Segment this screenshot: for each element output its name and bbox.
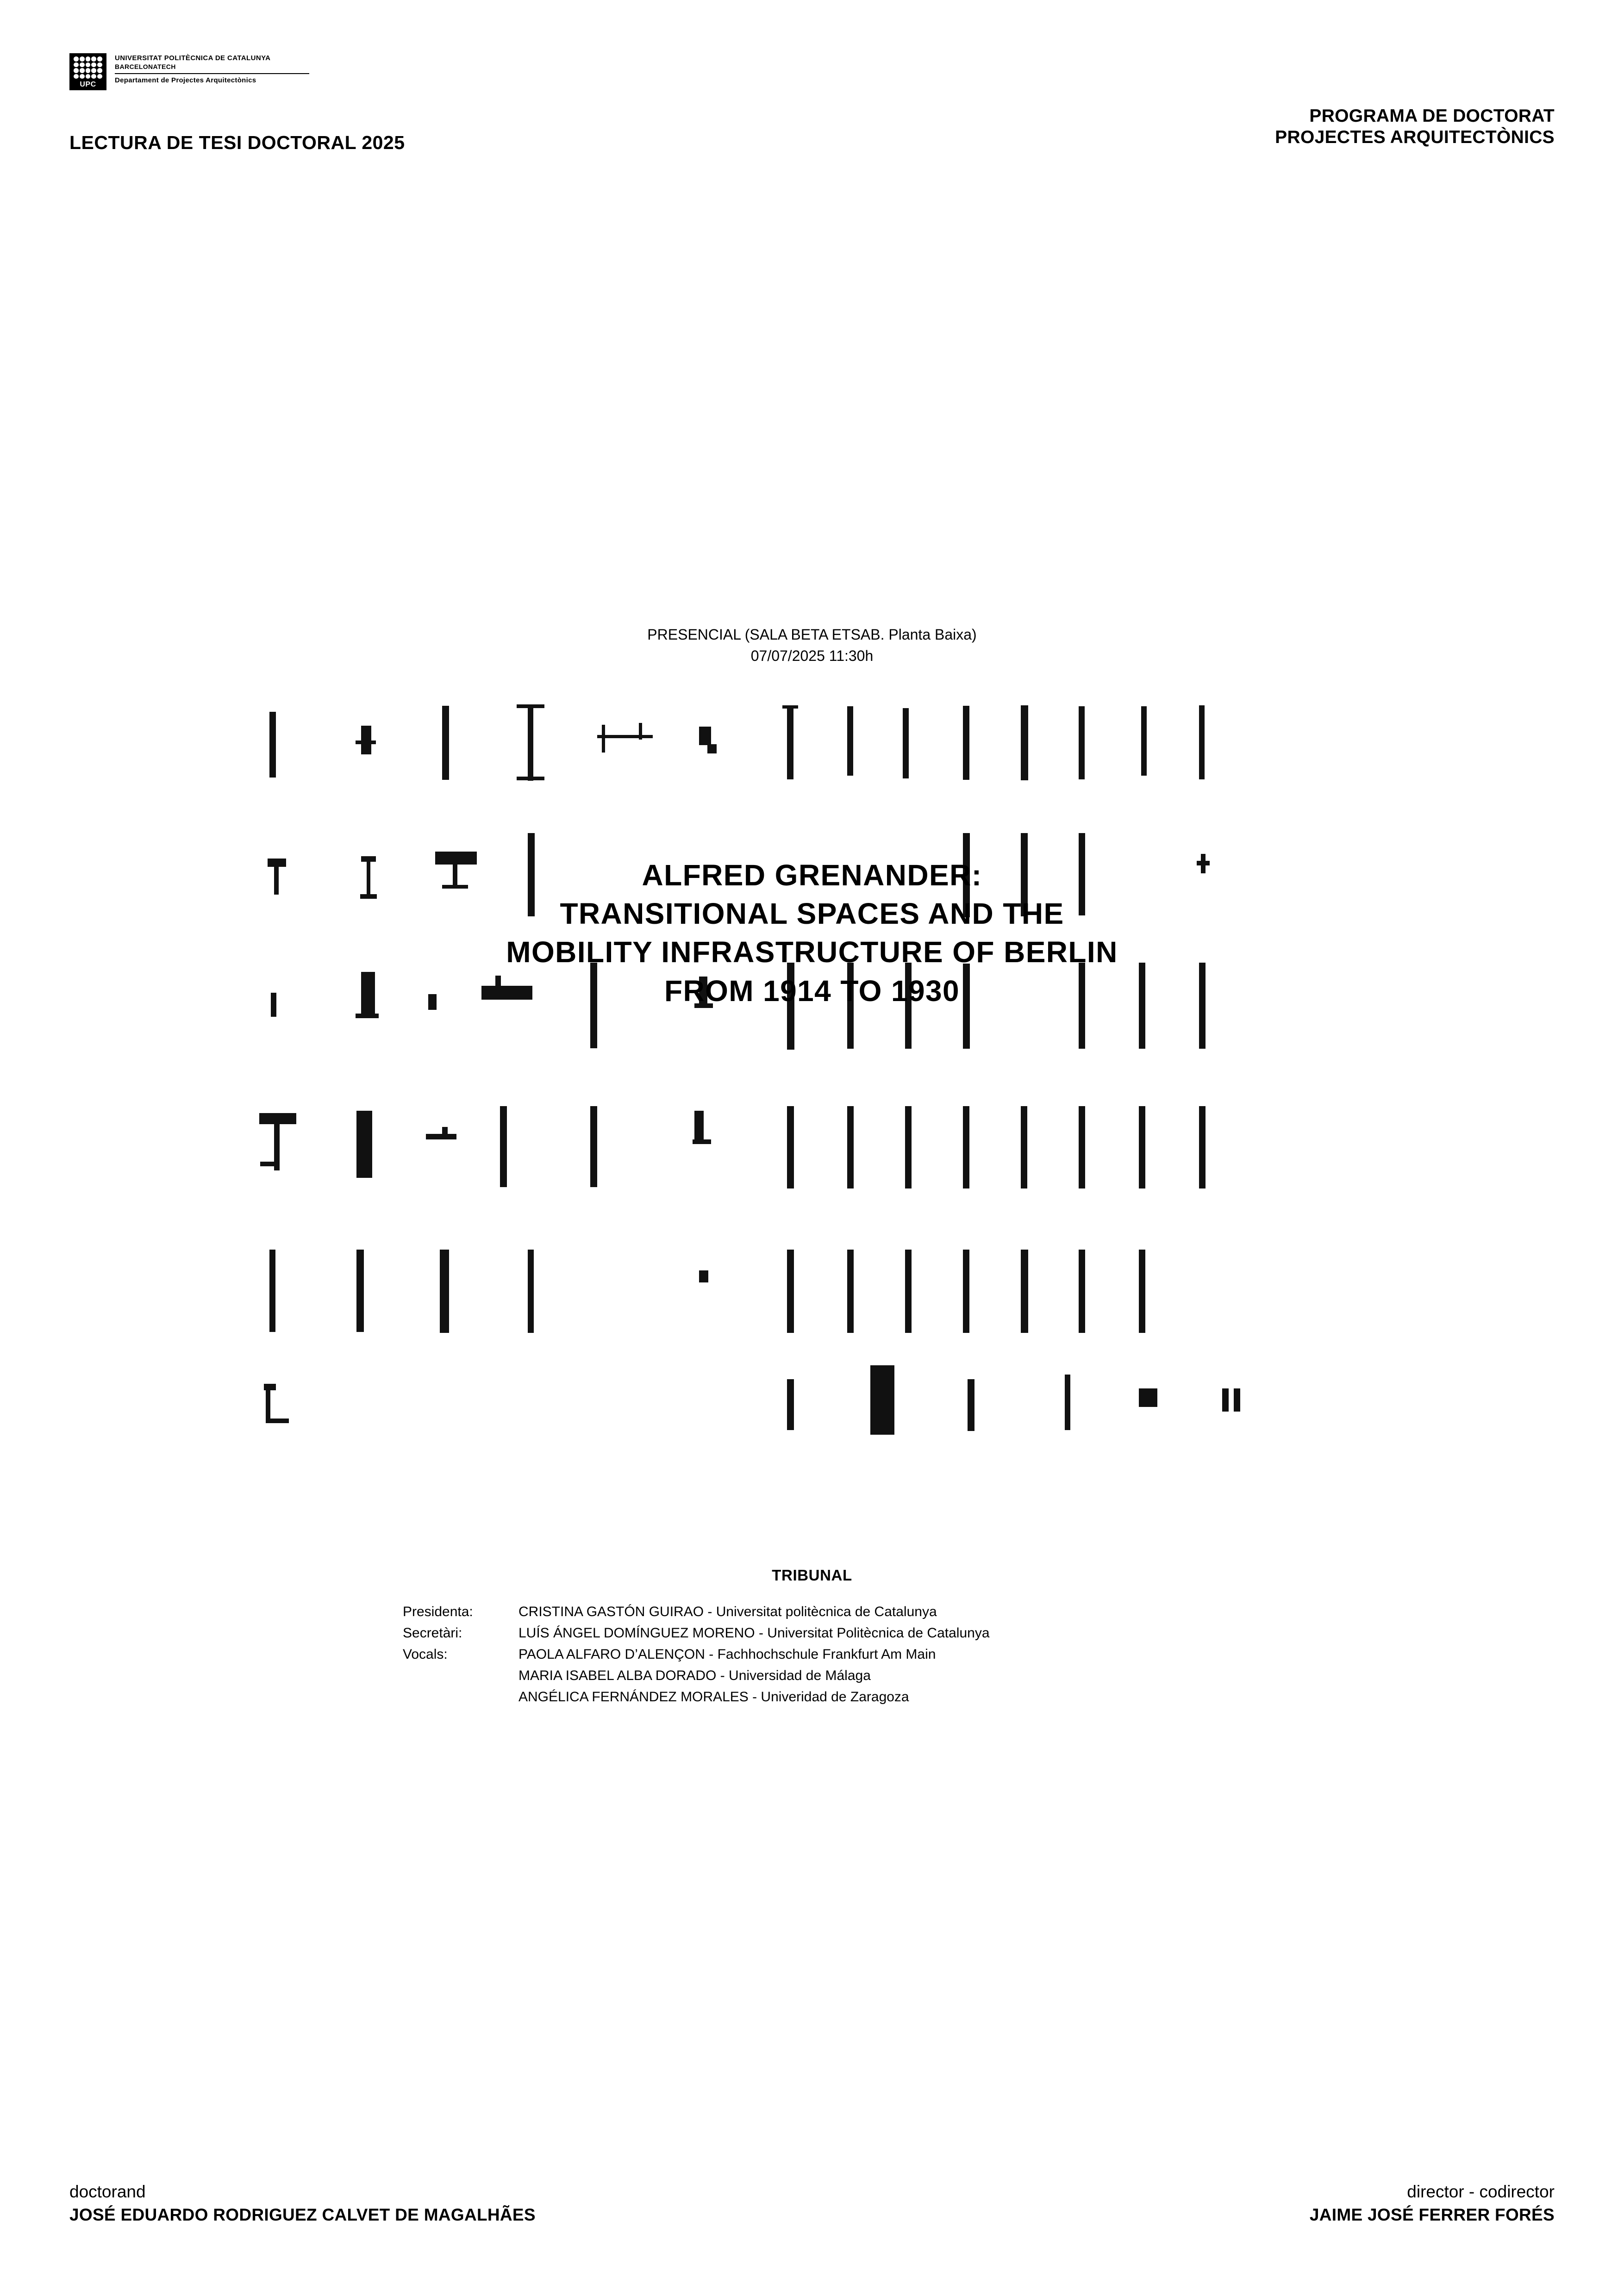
tribunal-name: ANGÉLICA FERNÁNDEZ MORALES - Univeridad de Zaragoza bbox=[518, 1689, 909, 1705]
venue-datetime: 07/07/2025 11:30h bbox=[750, 647, 874, 665]
tribunal-member bbox=[403, 1644, 990, 1665]
tribunal-member bbox=[403, 1665, 990, 1686]
doctorand-block bbox=[69, 2180, 536, 2227]
upc-logo bbox=[69, 53, 309, 90]
upc-dot-grid-icon bbox=[74, 56, 102, 79]
thesis-title bbox=[0, 856, 1624, 1010]
tribunal-name: CRISTINA GASTÓN GUIRAO - Universitat politècnica de Catalunya bbox=[518, 1604, 937, 1619]
tribunal-member bbox=[403, 1623, 990, 1644]
tribunal-member bbox=[403, 1601, 990, 1623]
upc-logo-text bbox=[115, 53, 309, 85]
title-line-1: ALFRED GRENANDER: bbox=[642, 859, 982, 892]
title-line-2: TRANSITIONAL SPACES AND THE bbox=[560, 897, 1064, 931]
upc-logo-word: UPC bbox=[80, 81, 96, 88]
tribunal-list bbox=[403, 1601, 990, 1707]
artwork-graphic bbox=[231, 694, 1393, 1574]
university-brand: BARCELONATECH bbox=[115, 62, 176, 70]
title-line-4: FROM 1914 TO 1930 bbox=[664, 974, 960, 1008]
tribunal-heading: TRIBUNAL bbox=[772, 1567, 852, 1584]
tribunal-name: MARIA ISABEL ALBA DORADO - Universidad de Málaga bbox=[518, 1668, 871, 1683]
director-label: director - codirector bbox=[1407, 2182, 1555, 2202]
event-label: LECTURA DE TESI DOCTORAL 2025 bbox=[69, 132, 405, 153]
director-name: JAIME JOSÉ FERRER FORÉS bbox=[1309, 2205, 1555, 2225]
department-name: Departament de Projectes Arquitectònics bbox=[115, 76, 256, 85]
logo-divider bbox=[115, 73, 309, 74]
tribunal-role: Vocals: bbox=[403, 1646, 448, 1662]
tribunal-member bbox=[403, 1686, 990, 1708]
doctorand-label: doctorand bbox=[69, 2182, 146, 2202]
tribunal-role: Secretàri: bbox=[403, 1625, 462, 1641]
upc-logo-mark-icon bbox=[69, 53, 106, 90]
university-name: UNIVERSITAT POLITÈCNICA DE CATALUNYA bbox=[115, 54, 271, 62]
tribunal-name: LUÍS ÁNGEL DOMÍNGUEZ MORENO - Universitat Politècnica de Catalunya bbox=[518, 1625, 990, 1641]
tribunal-role: Presidenta: bbox=[403, 1604, 473, 1619]
title-line-3: MOBILITY INFRASTRUCTURE OF BERLIN bbox=[506, 935, 1118, 969]
venue-block bbox=[0, 624, 1624, 667]
program-line-2: PROJECTES ARQUITECTÒNICS bbox=[1275, 127, 1555, 148]
program-line-1: PROGRAMA DE DOCTORAT bbox=[1309, 106, 1555, 126]
director-block bbox=[1310, 2180, 1555, 2227]
program-title bbox=[1275, 106, 1555, 148]
venue-place: PRESENCIAL (SALA BETA ETSAB. Planta Baixa) bbox=[647, 626, 977, 643]
doctorand-name: JOSÉ EDUARDO RODRIGUEZ CALVET DE MAGALHÃES bbox=[69, 2205, 536, 2225]
tribunal-name: PAOLA ALFARO D’ALENÇON - Fachhochschule Frankfurt Am Main bbox=[518, 1646, 936, 1662]
